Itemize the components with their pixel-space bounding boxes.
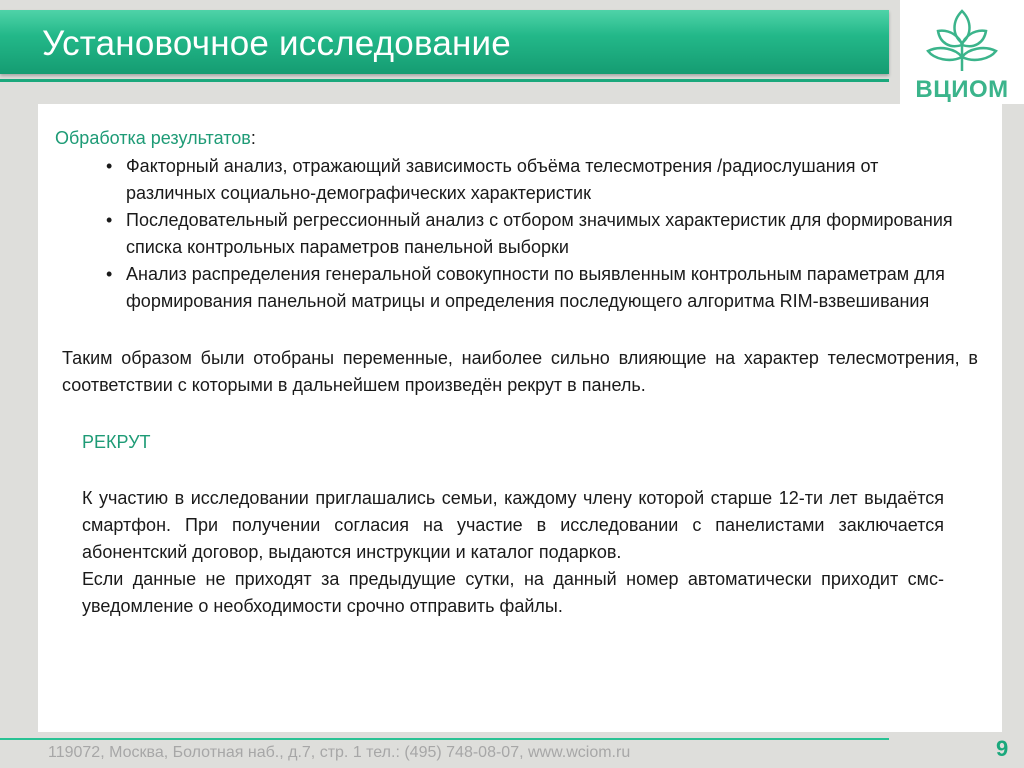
processing-heading-colon: : bbox=[250, 128, 256, 148]
processing-heading bbox=[55, 128, 256, 149]
title-underline bbox=[0, 79, 889, 82]
logo-text: ВЦИОМ bbox=[915, 76, 1009, 103]
summary-paragraph: Таким образом были отобраны переменные, наиболее сильно влияющие на характер телесмотрения, в соответствии с которыми в дальнейшем произведён рекрут в панель. bbox=[62, 348, 978, 395]
processing-heading-text: Обработка результатов bbox=[55, 128, 251, 148]
footer-address: 119072, Москва, Болотная наб., д.7, стр. 1 тел.: (495) 748-08-07, www.wciom.ru bbox=[48, 744, 631, 761]
footer-divider bbox=[0, 738, 889, 740]
recruit-paragraph-1: К участию в исследовании приглашались семьи, каждому члену которой старше 12-ти лет выдаётся смартфон. При получении согласия на участие в исследовании с панелистами заключается абонентский договор, выдаются инструкции и каталог подарков. bbox=[82, 488, 944, 562]
processing-bullet-list bbox=[104, 153, 964, 315]
recruit-paragraph-2: Если данные не приходят за предыдущие сутки, на данный номер автоматически приходит смс-уведомление о необходимости срочно отправить файлы. bbox=[82, 569, 944, 616]
wciom-logo bbox=[900, 0, 1024, 104]
list-item: • Факторный анализ, отражающий зависимость объёма телесмотрения /радиослушания от различных социально-демографических характеристик bbox=[104, 153, 964, 207]
tree-logo-icon bbox=[920, 5, 1004, 77]
recruit-heading: РЕКРУТ bbox=[82, 432, 151, 452]
list-item: • Анализ распределения генеральной совокупности по выявленным контрольным параметрам для формирования панельной матрицы и определения последующего алгоритма RIM-взвешивания bbox=[104, 261, 964, 315]
slide-title: Установочное исследование bbox=[42, 24, 511, 63]
title-bar bbox=[0, 10, 889, 74]
page-number: 9 bbox=[996, 736, 1009, 761]
recruit-body bbox=[82, 485, 944, 620]
list-item: • Последовательный регрессионный анализ с отбором значимых характеристик для формирования списка контрольных параметров панельной выборки bbox=[104, 207, 964, 261]
